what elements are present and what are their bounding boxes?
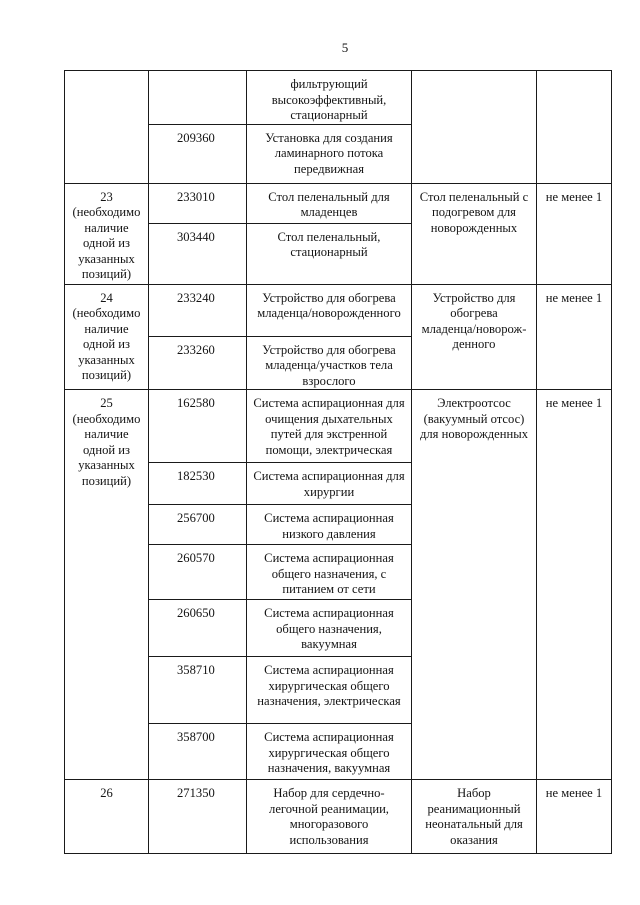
- table-row: [65, 284, 612, 336]
- code-cell: 303440: [149, 223, 247, 284]
- quantity-cell: не менее 1: [537, 183, 612, 284]
- position-number-cell: 24 (необходимо наличие одной из указанных позиций): [65, 284, 149, 390]
- requirement-cell: Устройство для обогрева младенца/новорож- денного: [412, 284, 537, 390]
- code-cell: 209360: [149, 124, 247, 183]
- code-cell: 260650: [149, 600, 247, 657]
- position-number-cell: [65, 71, 149, 184]
- quantity-cell: не менее 1: [537, 284, 612, 390]
- device-name-cell: Система аспирационная низкого давления: [247, 505, 412, 545]
- position-number-cell: 23 (необходимо наличие одной из указанных позиций): [65, 183, 149, 284]
- device-name-cell: Устройство для обогрева младенца/новорожденного: [247, 284, 412, 336]
- code-cell: 260570: [149, 545, 247, 600]
- device-name-cell: Система аспирационная для хирургии: [247, 463, 412, 505]
- code-cell: 162580: [149, 390, 247, 463]
- code-cell: 233010: [149, 183, 247, 223]
- equipment-table: [64, 70, 612, 854]
- device-name-cell: Система аспирационная общего назначения, вакуумная: [247, 600, 412, 657]
- quantity-cell: [537, 71, 612, 184]
- table-row: [65, 390, 612, 463]
- table-row: [65, 183, 612, 223]
- quantity-cell: не менее 1: [537, 780, 612, 854]
- device-name-cell: фильтрующий высокоэффективный, стационарный: [247, 71, 412, 125]
- device-name-cell: Система аспирационная хирургическая общего назначения, электрическая: [247, 657, 412, 724]
- code-cell: 182530: [149, 463, 247, 505]
- table-row: [65, 780, 612, 854]
- page-number: 5: [341, 40, 349, 55]
- device-name-cell: Устройство для обогрева младенца/участков тела взрослого: [247, 336, 412, 390]
- position-number-cell: 25 (необходимо наличие одной из указанных позиций): [65, 390, 149, 780]
- position-number-cell: 26: [65, 780, 149, 854]
- table-row: [65, 71, 612, 125]
- requirement-cell: [412, 71, 537, 184]
- device-name-cell: Стол пеленальный для младенцев: [247, 183, 412, 223]
- requirement-cell: Электроотсос (вакуумный отсос) для новорожденных: [412, 390, 537, 780]
- code-cell: 233260: [149, 336, 247, 390]
- quantity-cell: не менее 1: [537, 390, 612, 780]
- code-cell: 358700: [149, 724, 247, 780]
- device-name-cell: Набор для сердечно- легочной реанимации, многоразового использования: [247, 780, 412, 854]
- device-name-cell: Установка для создания ламинарного потока передвижная: [247, 124, 412, 183]
- device-name-cell: Система аспирационная общего назначения, с питанием от сети: [247, 545, 412, 600]
- requirement-cell: Стол пеленальный с подогревом для новорожденных: [412, 183, 537, 284]
- code-cell: [149, 71, 247, 125]
- code-cell: 233240: [149, 284, 247, 336]
- requirement-cell: Набор реанимационный неонатальный для оказания: [412, 780, 537, 854]
- code-cell: 271350: [149, 780, 247, 854]
- code-cell: 256700: [149, 505, 247, 545]
- device-name-cell: Система аспирационная для очищения дыхательных путей для экстренной помощи, электрическая: [247, 390, 412, 463]
- device-name-cell: Система аспирационная хирургическая общего назначения, вакуумная: [247, 724, 412, 780]
- code-cell: 358710: [149, 657, 247, 724]
- device-name-cell: Стол пеленальный, стационарный: [247, 223, 412, 284]
